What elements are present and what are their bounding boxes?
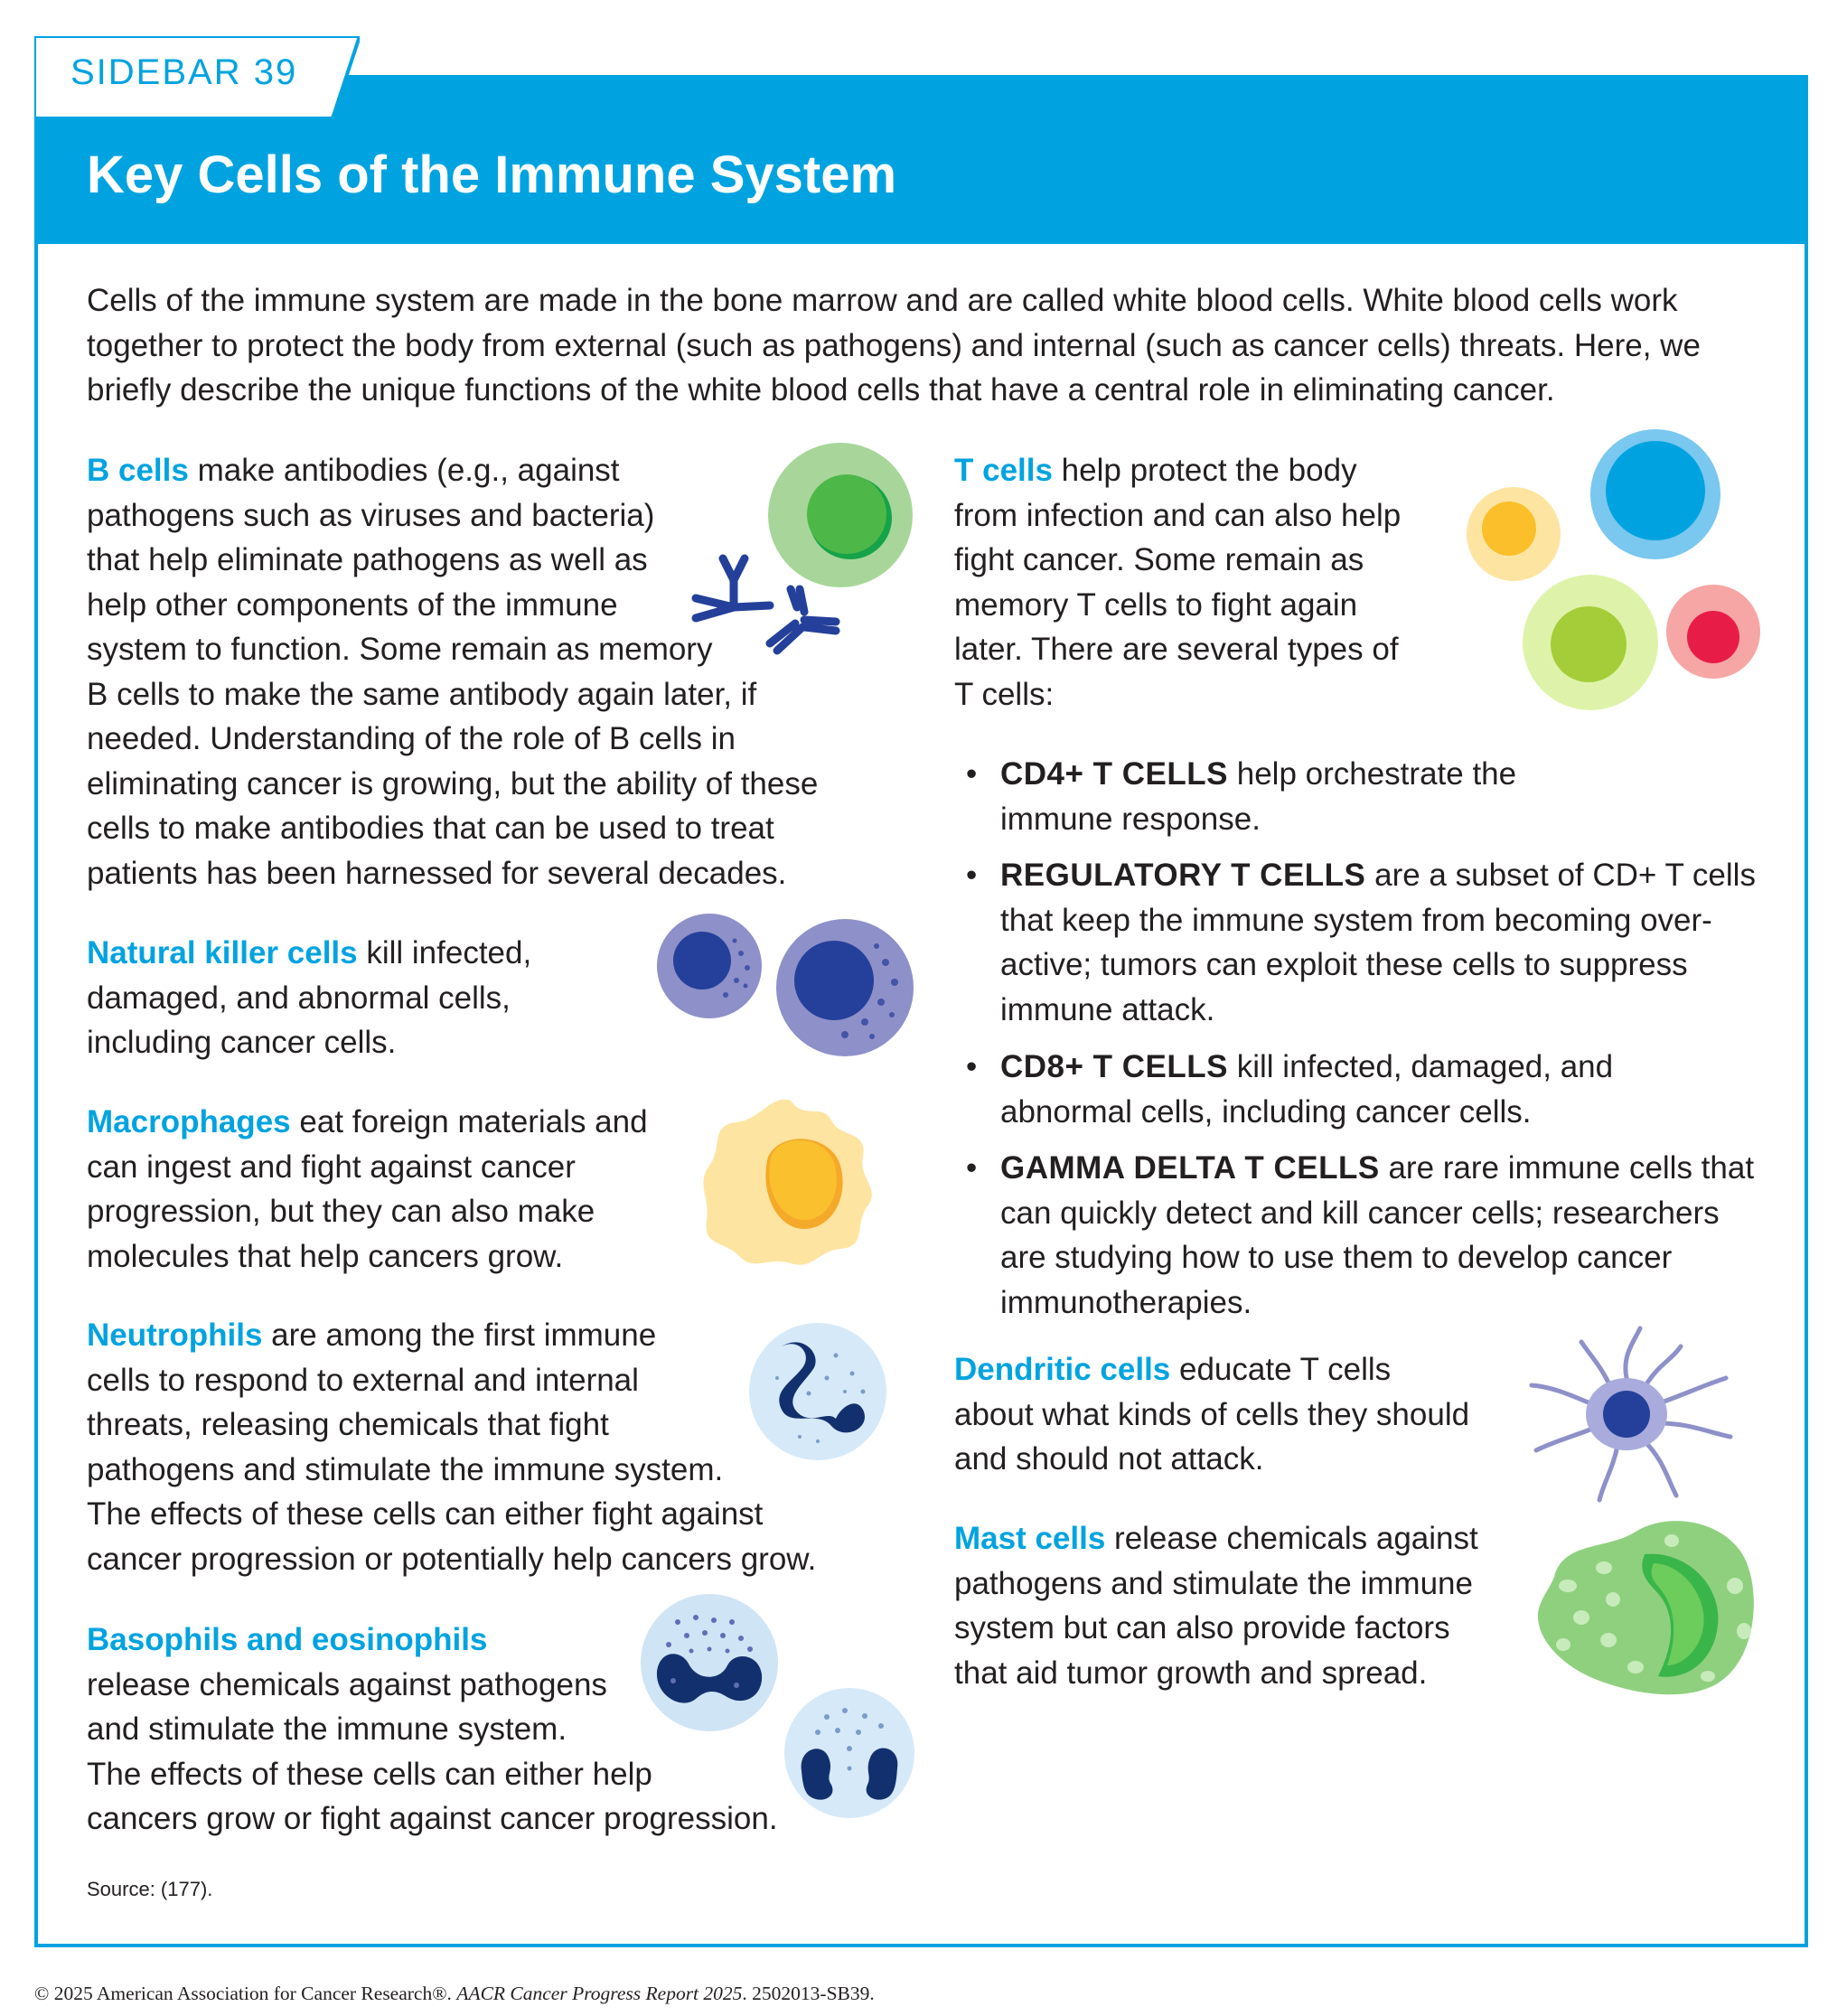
text-line: pathogens such as viruses and bacteria) — [87, 497, 655, 533]
text-line: kill infected, — [357, 935, 532, 970]
nk-cell-icon — [655, 908, 917, 1062]
neutrophil-icon — [745, 1319, 890, 1464]
nk-cells-section — [87, 931, 531, 1065]
text-line: immune response. — [1000, 801, 1261, 837]
text-line: later. There are several types of — [954, 632, 1399, 667]
mast-section — [954, 1516, 1478, 1695]
text-line: threats, releasing chemicals that fight — [87, 1407, 609, 1442]
text-line: can ingest and fight against cancer — [87, 1149, 576, 1185]
text-line: immune attack. — [1000, 991, 1215, 1027]
text-line: are a subset of CD+ T cells — [1365, 858, 1756, 893]
bullet-regulatory — [966, 853, 1756, 1032]
text-line: including cancer cells. — [87, 1025, 397, 1060]
text-line: memory T cells to fight again — [954, 586, 1358, 623]
bullet-dot: • — [966, 1150, 978, 1186]
bullet-dot: • — [966, 858, 978, 893]
nk-cells-term: Natural killer cells — [87, 935, 358, 970]
text-line: that aid tumor growth and spread. — [954, 1655, 1428, 1691]
bullet-term: CD8+ T CELLS — [1000, 1049, 1229, 1084]
macrophage-icon — [696, 1093, 886, 1274]
report-title: AACR Cancer Progress Report 2025 — [456, 1983, 743, 2004]
text-line: abnormal cells, including cancer cells. — [1000, 1093, 1532, 1130]
text-line: The effects of these cells can either fight against — [87, 1496, 764, 1532]
text-line: make antibodies (e.g., against — [188, 453, 620, 488]
text-line: B cells to make the same antibody again later, if — [87, 676, 757, 712]
bullet-term: CD4+ T CELLS — [1000, 756, 1229, 792]
text-line: that keep the immune system from becoming over- — [1000, 902, 1712, 938]
bullet-gamma-delta — [966, 1146, 1755, 1325]
copyright-suffix: . 2502013-SB39. — [742, 1983, 875, 2004]
text-line: system to function. Some remain as memory — [87, 632, 713, 667]
macrophages-term: Macrophages — [87, 1104, 291, 1139]
mast-cell-icon — [1527, 1514, 1762, 1703]
text-line: cells to make antibodies that can be used to treat — [87, 811, 774, 846]
bullet-cd4 — [966, 752, 1517, 841]
dendritic-term: Dendritic cells — [954, 1352, 1171, 1387]
text-line: that help eliminate pathogens as well as — [87, 542, 648, 577]
text-line: help orchestrate the — [1228, 756, 1517, 792]
text-line: release chemicals against pathogens — [87, 1666, 607, 1702]
dendritic-section — [954, 1347, 1469, 1482]
text-line: release chemicals against — [1105, 1521, 1478, 1556]
neutrophils-term: Neutrophils — [87, 1317, 263, 1353]
bullet-term: GAMMA DELTA T CELLS — [1000, 1150, 1380, 1186]
text-line: pathogens and stimulate the immune system. — [87, 1451, 724, 1487]
text-line: active; tumors can exploit these cells to suppress — [1000, 947, 1688, 982]
t-cell-icon — [1464, 438, 1762, 714]
text-line: progression, but they can also make — [87, 1194, 595, 1229]
text-line: patients has been harnessed for several decades. — [87, 855, 787, 891]
t-cells-term: T cells — [954, 453, 1053, 488]
sidebar-tab-label: SIDEBAR 39 — [70, 52, 298, 92]
text-line: needed. Understanding of the role of B cells in — [87, 721, 736, 756]
text-line: are rare immune cells that — [1379, 1150, 1755, 1186]
b-cells-term: B cells — [87, 453, 189, 488]
macrophages-section — [87, 1100, 648, 1279]
text-line: system but can also provide factors — [954, 1610, 1450, 1646]
intro-paragraph: Cells of the immune system are made in the bone marrow and are called white blood cells. White blood cells work together to protect the body from external (such as pathogens) and internal (such as cancer cells) threats. Here, we briefly describe the unique functions of the white blood cells that have a central role in eliminating cancer. — [87, 283, 1701, 408]
text-line: can quickly detect and kill cancer cells; researchers — [1000, 1195, 1720, 1231]
b-cells-section — [87, 448, 818, 895]
text-line: about what kinds of cells they should — [954, 1396, 1470, 1432]
text-line: help other components of the immune — [87, 586, 618, 623]
neutrophils-section — [87, 1313, 816, 1581]
text-line: immunotherapies. — [1000, 1284, 1252, 1320]
text-line: cancer progression or potentially help cancers grow. — [87, 1541, 817, 1577]
page-title: Key Cells of the Immune System — [87, 145, 897, 204]
text-line: and stimulate the immune system. — [87, 1711, 567, 1747]
text-line: are among the first immune — [262, 1317, 657, 1353]
text-line: The effects of these cells can either help — [87, 1756, 652, 1792]
text-line: fight cancer. Some remain as — [954, 542, 1364, 577]
bullet-dot: • — [966, 1049, 978, 1084]
dendritic-cell-icon — [1527, 1324, 1735, 1505]
bullet-dot: • — [966, 756, 978, 792]
text-line: cancers grow or fight against cancer progression. — [87, 1801, 778, 1836]
text-line: help protect the body — [1052, 453, 1357, 488]
text-line: eliminating cancer is growing, but the ability of these — [87, 765, 819, 802]
copyright-prefix: © 2025 American Association for Cancer Research®. — [34, 1983, 457, 2004]
source-note: Source: (177). — [87, 1878, 213, 1900]
text-line: pathogens and stimulate the immune — [954, 1565, 1473, 1601]
bullet-cd8 — [966, 1045, 1614, 1134]
copyright-line — [34, 1983, 875, 2005]
t-cells-section — [954, 448, 1401, 717]
eosinophil-icon — [782, 1685, 917, 1821]
text-line: kill infected, damaged, and — [1228, 1049, 1614, 1084]
antibody-icon — [687, 553, 845, 661]
bullet-term: REGULATORY T CELLS — [1000, 858, 1366, 893]
text-line: molecules that help cancers grow. — [87, 1238, 564, 1274]
basophil-icon — [637, 1595, 782, 1730]
text-line: from infection and can also help — [954, 497, 1402, 533]
text-line: T cells: — [954, 676, 1055, 712]
text-line: damaged, and abnormal cells, — [87, 980, 511, 1016]
text-line: and should not attack. — [954, 1441, 1264, 1477]
text-line: are studying how to use them to develop cancer — [1000, 1240, 1673, 1275]
mast-term: Mast cells — [954, 1521, 1106, 1556]
text-line: educate T cells — [1170, 1352, 1392, 1387]
text-line: eat foreign materials and — [290, 1104, 648, 1139]
text-line: cells to respond to external and internal — [87, 1362, 639, 1398]
basophils-term: Basophils and eosinophils — [87, 1622, 488, 1657]
